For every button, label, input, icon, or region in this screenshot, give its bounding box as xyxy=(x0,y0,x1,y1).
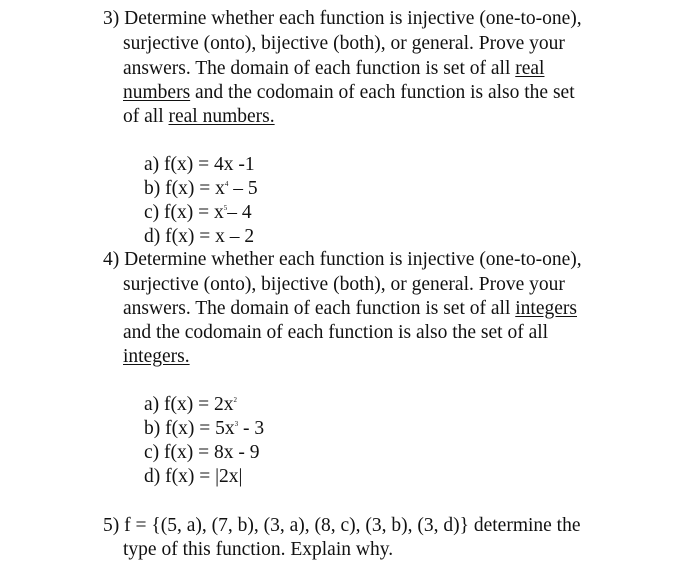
problem-4-part-d: d) f(x) = |2x| xyxy=(144,466,243,487)
problem-3-line-5: of all real numbers. xyxy=(123,106,275,127)
problem-5-line-1: 5) f = {(5, a), (7, b), (3, a), (8, c), (3, b), (3, d)} determine the xyxy=(103,515,581,536)
problem-4-line-5 xyxy=(123,345,190,369)
problem-3-line-4: numbers and the codomain of each function is also the set xyxy=(123,82,575,103)
problem-3-line-3: answers. The domain of each function is set of all real xyxy=(123,58,545,79)
problem-4-line-3: answers. The domain of each function is set of all integers xyxy=(123,298,577,319)
problem-4-part-c: c) f(x) = 8x - 9 xyxy=(144,442,260,463)
underlined-integers: integers xyxy=(515,298,577,319)
underlined-integers-2: integers. xyxy=(123,346,190,367)
problem-3-line-2: surjective (onto), bijective (both), or general. Prove your xyxy=(123,33,565,54)
problem-4-part-b: b) $f(x) = 5x^3 - 3$ xyxy=(144,418,265,439)
problem-4-line-2: surjective (onto), bijective (both), or general. Prove your xyxy=(123,274,565,295)
problem-4-line-1: 4) Determine whether each function is injective (one-to-one), xyxy=(103,249,582,270)
underlined-real-numbers: real numbers. xyxy=(168,106,275,127)
problem-3-number: 3) xyxy=(103,8,120,29)
exponent: 4 xyxy=(224,180,229,188)
problem-5-line-2: type of this function. Explain why. xyxy=(123,539,394,560)
exponent: 5 xyxy=(223,204,228,212)
problem-5-number: 5) xyxy=(103,515,120,536)
problem-3-part-a: a) f(x) = 4x -1 xyxy=(144,154,255,175)
problem-3-text-1: Determine whether each function is injective (one-to-one), xyxy=(124,8,582,29)
problem-4-part-a: a) $f(x) = 2x^2$ xyxy=(144,394,238,415)
problem-3-part-c: c) $f(x) = x^5-$ 4 xyxy=(144,202,252,223)
underlined-real: real xyxy=(515,58,545,79)
underlined-numbers: numbers xyxy=(123,82,191,103)
problem-3-part-d: d) f(x) = x – 2 xyxy=(144,226,255,247)
exponent: 2 xyxy=(233,396,238,404)
exponent: 3 xyxy=(234,420,239,428)
problem-4-number: 4) xyxy=(103,249,120,270)
problem-3-part-b: b) $f(x) = x^4 - 5$ xyxy=(144,178,258,199)
problem-3-line-1 xyxy=(103,7,582,31)
problem-4-line-4: and the codomain of each function is also the set of all xyxy=(123,322,549,343)
